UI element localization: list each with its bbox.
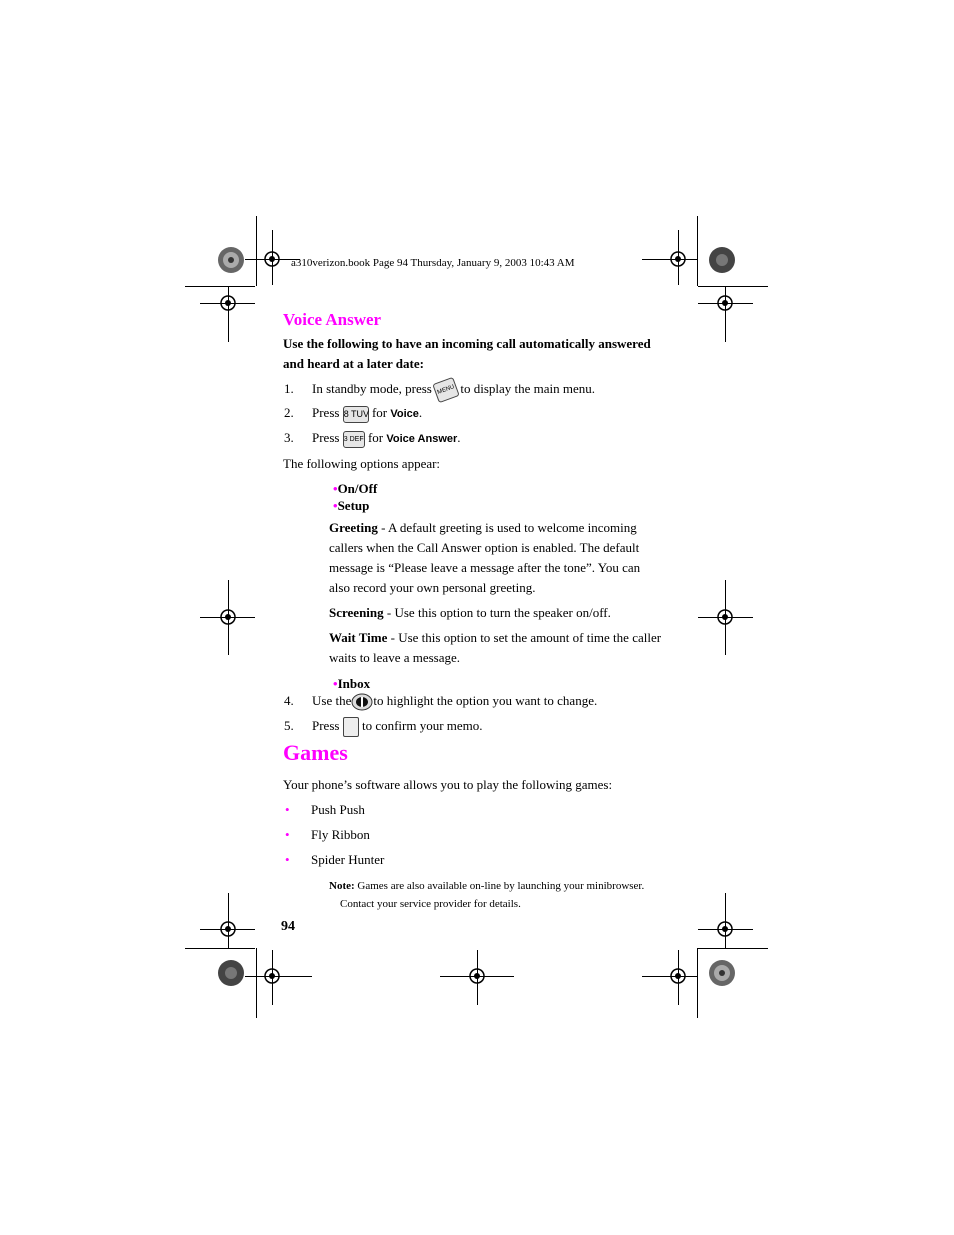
bullet-icon: • bbox=[333, 481, 338, 496]
note-label: Note: bbox=[329, 880, 355, 892]
ok-key-icon bbox=[343, 717, 359, 737]
voice-answer-heading: Voice Answer bbox=[283, 310, 382, 329]
option-label: Inbox bbox=[337, 676, 371, 691]
voice-answer-intro: Use the following to have an incoming call automatically answered and heard at a later date: bbox=[283, 336, 651, 371]
option-inbox bbox=[333, 676, 370, 692]
step-2 bbox=[284, 404, 664, 424]
step-number: 5. bbox=[284, 718, 294, 733]
term-desc: - Use this option to turn the speaker on/off. bbox=[383, 605, 611, 620]
step-text: In standby mode, press bbox=[312, 381, 432, 396]
option-on-off bbox=[333, 481, 377, 497]
option-label: Setup bbox=[337, 498, 370, 513]
bullet-icon: • bbox=[285, 802, 290, 817]
step-number: 2. bbox=[284, 405, 294, 420]
note-text: Games are also available on-line by launching your minibrowser. bbox=[354, 880, 645, 892]
list-item bbox=[285, 852, 385, 868]
game-name: Push Push bbox=[311, 802, 365, 817]
screening-description bbox=[329, 603, 664, 623]
key-8-icon: 8 TUV bbox=[343, 406, 369, 423]
term-desc: - Use this option to set the amount of time the caller waits to leave a message. bbox=[329, 630, 662, 665]
list-item bbox=[285, 827, 370, 843]
term-greeting: Greeting bbox=[329, 520, 378, 535]
step-text: . bbox=[457, 430, 461, 445]
games-heading: Games bbox=[283, 740, 348, 765]
book-header: a310verizon.book Page 94 Thursday, January 9, 2003 10:43 AM bbox=[291, 257, 575, 269]
menu-key-icon: MENU bbox=[432, 377, 460, 403]
note-text: Contact your service provider for details. bbox=[340, 898, 521, 910]
games-note bbox=[329, 877, 659, 913]
bullet-icon: • bbox=[333, 498, 338, 513]
step-text: . bbox=[418, 405, 423, 420]
step-number: 1. bbox=[284, 381, 294, 396]
games-intro: Your phone’s software allows you to play the following games: bbox=[283, 777, 613, 792]
option-setup bbox=[333, 498, 369, 514]
step-3 bbox=[284, 429, 664, 449]
term-wait-time: Wait Time bbox=[329, 630, 388, 645]
step-text: for bbox=[371, 405, 388, 420]
step-4 bbox=[284, 692, 664, 712]
navigation-key-icon bbox=[351, 693, 373, 711]
key-3-icon: 3 DEF bbox=[343, 431, 365, 448]
options-intro: The following options appear: bbox=[283, 456, 441, 471]
step-text: to highlight the option you want to change. bbox=[373, 693, 598, 708]
step-text: Press bbox=[312, 405, 340, 420]
step-5 bbox=[284, 717, 664, 737]
game-name: Spider Hunter bbox=[311, 852, 385, 867]
option-label: On/Off bbox=[337, 481, 378, 496]
step-number: 4. bbox=[284, 693, 294, 708]
page-number: 94 bbox=[281, 919, 295, 934]
step-number: 3. bbox=[284, 430, 294, 445]
step-1 bbox=[284, 380, 664, 400]
bullet-icon: • bbox=[333, 676, 338, 691]
step-text: Press bbox=[312, 430, 340, 445]
wait-time-description bbox=[329, 628, 664, 668]
step-text: to display the main menu. bbox=[460, 381, 596, 396]
menu-item-voice-answer: Voice Answer bbox=[386, 433, 458, 445]
step-text: Use the bbox=[312, 693, 352, 708]
list-item bbox=[285, 802, 365, 818]
menu-item-voice: Voice bbox=[390, 408, 419, 420]
game-name: Fly Ribbon bbox=[311, 827, 370, 842]
term-screening: Screening bbox=[329, 605, 384, 620]
step-text: for bbox=[367, 430, 384, 445]
bullet-icon: • bbox=[285, 852, 290, 867]
bullet-icon: • bbox=[285, 827, 290, 842]
greeting-description bbox=[329, 518, 664, 598]
step-text: to confirm your memo. bbox=[361, 718, 483, 733]
term-desc: - A default greeting is used to welcome incoming callers when the Call Answer option is enabled. The default message is “Please leave a message after the tone”. You can also record your own personal greeting. bbox=[329, 520, 641, 595]
step-text: Press bbox=[312, 718, 340, 733]
